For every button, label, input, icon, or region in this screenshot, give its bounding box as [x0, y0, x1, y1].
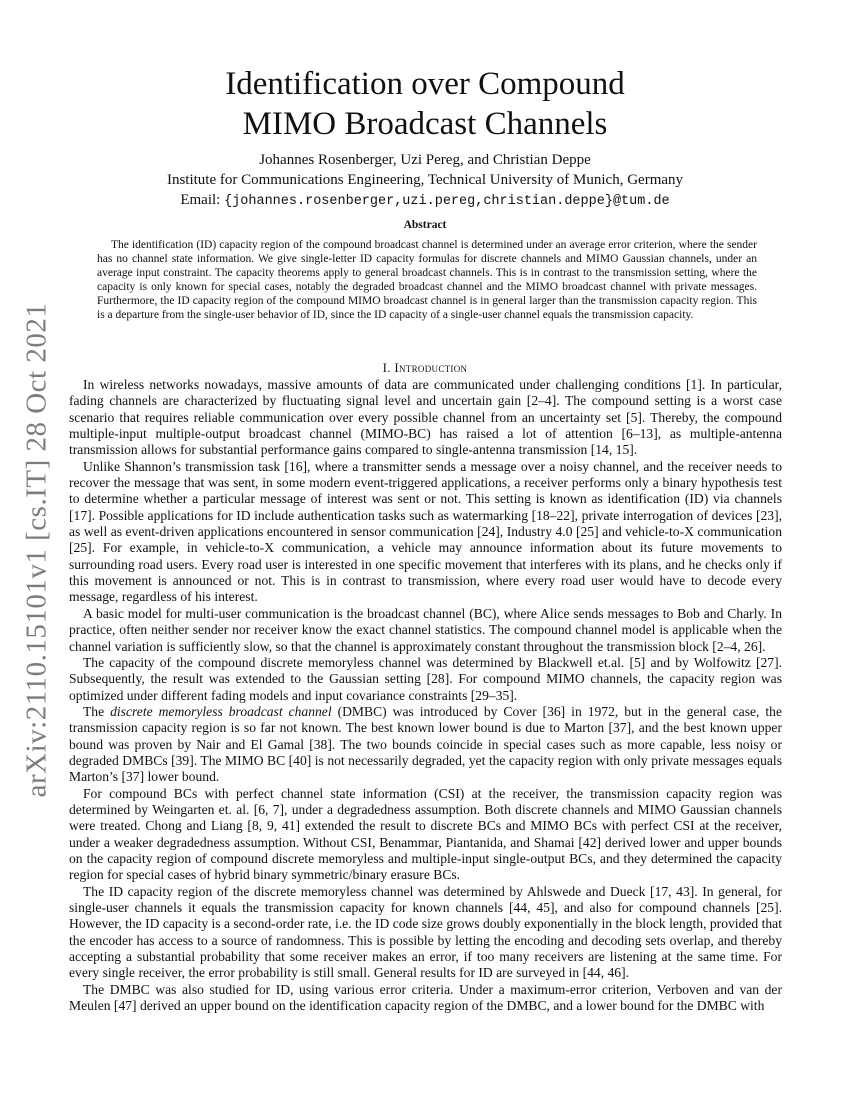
paragraph: Unlike Shannon’s transmission task [16], where a transmitter sends a message over a noisy channel, and the receiver needs to recover the message that was sent, in some modern event-triggered applications, a receiver performs only a binary hypothesis test to determine whether a particular message of interest was sent or not. This setting is known as identification (ID) via channels [17]. Possible applications for ID include authentication tasks such as watermarking [18–22], private interrogation of devices [23], as well as event-driven applications encountered in sensor communication [24], Industry 4.0 [25] and vehicle-to-X communication [25]. For example, in vehicle-to-X communication, a vehicle may announce information about its future movements to surrounding road users. Every road user is interested in one specific movement that interferes with its plans, and he checks only if this movement is announced or not. This is in contrast to transmission, where every road user would have to decode every message, regardless of his interest. — [69, 458, 782, 605]
title-line-1: Identification over Compound — [225, 66, 625, 102]
paragraph: For compound BCs with perfect channel state information (CSI) at the receiver, the transmission capacity region was determined by Weingarten et. al. [6, 7], under a degradedness assumption. Both discrete channels and MIMO Gaussian channels were treated. Chong and Liang [8, 9, 41] extended the result to discrete BCs and MIMO BCs with perfect CSI at the receiver, under a weaker degradedness assumption. Without CSI, Benammar, Piantanida, and Shamai [42] derived lower and upper bounds on the capacity region of compound discrete memoryless and multiple-input single-output BCs, and they determined the capacity region for special cases of hybrid binary symmetric/binary erasure BCs. — [69, 785, 782, 883]
body-text — [69, 377, 782, 1014]
paragraph: The ID capacity region of the discrete memoryless channel was determined by Ahlswede and Dueck [17, 43]. In general, for single-user channels it equals the transmission capacity for known channels [44, 45], and also for compound channels [25]. However, the ID capacity is a second-order rate, i.e. the ID code size grows doubly exponentially in the block length, provided that the encoder has access to a source of randomness. This is possible by letting the encoding and decoding sets overlap, and thereby accepting a substantial probability that some receiver makes an error, if too many receivers are listening at the same time. For every single receiver, the error probability is still small. General results for ID are surveyed in [44, 46]. — [69, 883, 782, 981]
authors: Johannes Rosenberger, Uzi Pereg, and Christian Deppe — [259, 152, 591, 168]
arxiv-id: arXiv:2110.15101v1 [cs.IT] 28 Oct 2021 — [20, 302, 53, 798]
affiliation: Institute for Communications Engineering, Technical University of Munich, Germany — [166, 172, 684, 188]
paper-title — [0, 64, 850, 144]
paragraph: In wireless networks nowadays, massive amounts of data are communicated under challenging conditions [1]. In particular, fading channels are characterized by fluctuating signal level and uncertain gain [2–4]. The compound setting is a worst case scenario that requires reliable communication over every possible channel from an uncertainty set [5]. Thereby, the compound multiple-input multiple-output broadcast channel (MIMO-BC) has raised a lot of attention [6–13], as multiple-antenna transmission allows for substantial performance gains compared to single-antenna transmission [14, 15]. — [69, 377, 782, 458]
title-line-2: MIMO Broadcast Channels — [242, 106, 608, 142]
emphasis: discrete memoryless broadcast channel — [110, 703, 332, 719]
paragraph: The DMBC was also studied for ID, using various error criteria. Under a maximum-error criterion, Verboven and van der Meulen [47] derived an upper bound on the identification capacity region of the DMBC, and a lower bound for the DMBC with — [69, 981, 782, 1014]
paragraph: A basic model for multi-user communication is the broadcast channel (BC), where Alice sends messages to Bob and Charly. In practice, often neither sender nor receiver know the exact channel statistics. The compound channel model is applicable when the channel variation is sufficiently slow, so that the channel is approximately constant throughout the transmission block [2–4, 26]. — [69, 605, 782, 654]
paragraph: The discrete memoryless broadcast channel (DMBC) was introduced by Cover [36] in 1972, but in the general case, the transmission capacity region is so far not known. The best known lower bound is due to Marton [37], and the best known upper bound was proven by Nair and El Gamal [38]. The two bounds coincide in special cases such as more capable, less noisy or degraded DMBCs [39]. The MIMO BC [40] is not necessarily degraded, yet the capacity region with only private messages equals Marton’s [37] lower bound. — [69, 703, 782, 785]
email-address: {johannes.rosenberger,uzi.pereg,christian.deppe}@tum.de — [224, 194, 670, 209]
abstract-heading: Abstract — [403, 219, 447, 231]
abstract-text: The identification (ID) capacity region of the compound broadcast channel is determined under an average error criterion, where the sender has no channel state information. We give single-letter ID capacity formulas for discrete channels and MIMO Gaussian channels, under an average input constraint. The capacity theorems apply to general broadcast channels. This is in contrast to the transmission setting, where the capacity is only known for special cases, notably the degraded broadcast channel and the MIMO broadcast channel with private messages. Furthermore, the ID capacity region of the compound MIMO broadcast channel is in general larger than the transmission capacity region. This is a departure from the single-user behavior of ID, since the ID capacity of a single-user channel equals the transmission capacity. — [97, 239, 757, 321]
paragraph: The capacity of the compound discrete memoryless channel was determined by Blackwell et.al. [5] and by Wolfowitz [27]. Subsequently, the result was extended to the Gaussian setting [28]. For compound MIMO channels, the capacity region was optimized under different fading models and input covariance constraints [29–35]. — [69, 654, 782, 703]
email-label: Email: — [180, 192, 221, 208]
section-heading: I. Introduction — [382, 360, 468, 375]
email-line — [0, 191, 850, 211]
